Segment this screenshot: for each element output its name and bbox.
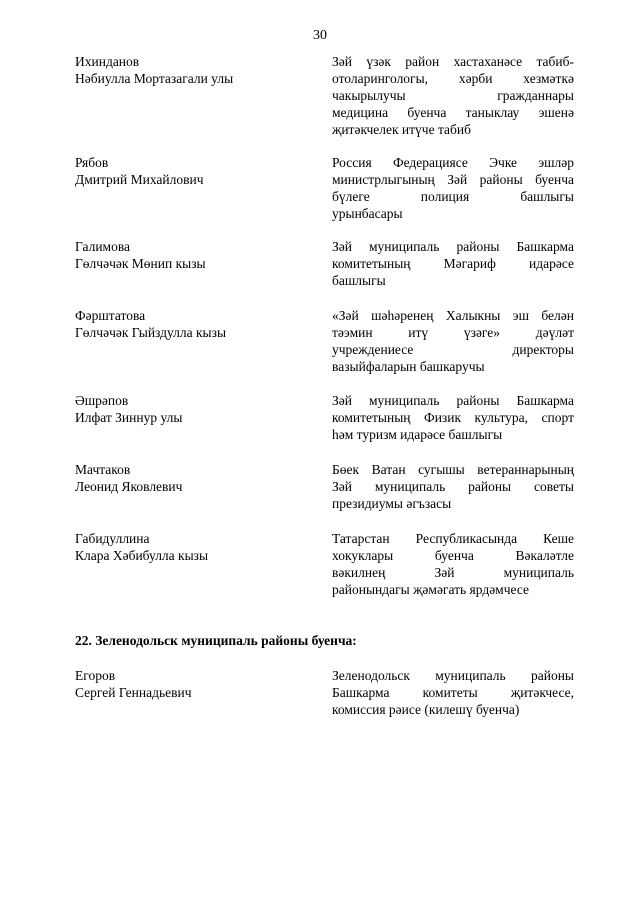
member-name — [75, 667, 315, 701]
member-role — [332, 461, 574, 512]
role-line: Зәй муниципаль районы Башкарма — [332, 239, 574, 254]
role-line: Зеленодольск муниципаль районы — [332, 668, 574, 683]
member-role — [332, 307, 574, 375]
member-name — [75, 53, 315, 87]
role-line: районындагы җәмәгать ярдәмчесе — [332, 582, 529, 597]
member-role — [332, 238, 574, 289]
member-role — [332, 53, 574, 138]
role-line: президиумы әгъзасы — [332, 496, 452, 511]
role-line: Бөек Ватан сугышы ветераннарының — [332, 462, 574, 477]
member-given-name: Дмитрий Михайлович — [75, 172, 204, 187]
role-line: хокуклары буенча Вәкаләтле — [332, 548, 574, 563]
member-given-name: Гөлчәчәк Мөнип кызы — [75, 256, 206, 271]
member-given-name: Гөлчәчәк Гыйздулла кызы — [75, 325, 227, 340]
member-given-name: Сергей Геннадьевич — [75, 685, 192, 700]
section-heading: 22. Зеленодольск муниципаль районы буенча: — [75, 633, 357, 648]
member-surname: Галимова — [75, 239, 131, 254]
role-line: комитетының Мәгариф идарәсе — [332, 256, 574, 271]
member-given-name: Клара Хәбибулла кызы — [75, 548, 209, 563]
role-line: җитәкчелек итүче табиб — [332, 122, 471, 137]
member-name — [75, 461, 315, 495]
role-line: бүлеге полиция башлыгы — [332, 189, 574, 204]
member-surname: Фәрштатова — [75, 308, 146, 323]
role-line: Россия Федерациясе Эчке эшләр — [332, 155, 574, 170]
member-surname: Габидуллина — [75, 531, 150, 546]
role-line: башлыгы — [332, 273, 386, 288]
member-name — [75, 392, 315, 426]
role-line: Зәй муниципаль районы Башкарма — [332, 393, 574, 408]
role-line: тәэмин итү үзәге» дәүләт — [332, 325, 574, 340]
member-surname: Әшрәпов — [75, 393, 129, 408]
member-surname: Ихинданов — [75, 54, 140, 69]
member-surname: Мачтаков — [75, 462, 131, 477]
role-line: Зәй муниципаль районы советы — [332, 479, 574, 494]
role-line: Татарстан Республикасында Кеше — [332, 531, 574, 546]
role-line: комиссия рәисе (килешү буенча) — [332, 702, 520, 717]
member-surname: Егоров — [75, 668, 116, 683]
role-line: Башкарма комитеты җитәкчесе, — [332, 685, 574, 700]
role-line: вәкилнең Зәй муниципаль — [332, 565, 574, 580]
role-line: учреждениесе директоры — [332, 342, 574, 357]
member-role — [332, 154, 574, 222]
member-role — [332, 530, 574, 598]
page-number: 30 — [313, 28, 327, 43]
member-role — [332, 667, 574, 718]
member-name — [75, 530, 315, 564]
role-line: комитетының Физик культура, спорт — [332, 410, 574, 425]
role-line: «Зәй шәһәренең Халыкны эш белән — [332, 308, 574, 323]
role-line: Зәй үзәк район хастаханәсе табиб- — [332, 54, 574, 69]
member-role — [332, 392, 574, 443]
role-line: отоларингологы, хәрби хезмәткә — [332, 71, 574, 86]
role-line: һәм туризм идарәсе башлыгы — [332, 427, 503, 442]
member-name — [75, 238, 315, 272]
member-given-name: Леонид Яковлевич — [75, 479, 183, 494]
member-surname: Рябов — [75, 155, 109, 170]
role-line: медицина буенча таныклау эшенә — [332, 105, 574, 120]
role-line: урынбасары — [332, 206, 403, 221]
member-given-name: Илфат Зиннур улы — [75, 410, 183, 425]
role-line: министрлыгының Зәй районы буенча — [332, 172, 574, 187]
member-name — [75, 307, 315, 341]
role-line: вазыйфаларын башкаручы — [332, 359, 485, 374]
member-given-name: Нәбиулла Мортазагали улы — [75, 71, 234, 86]
member-name — [75, 154, 315, 188]
role-line: чакырылучы гражданнары — [332, 88, 574, 103]
